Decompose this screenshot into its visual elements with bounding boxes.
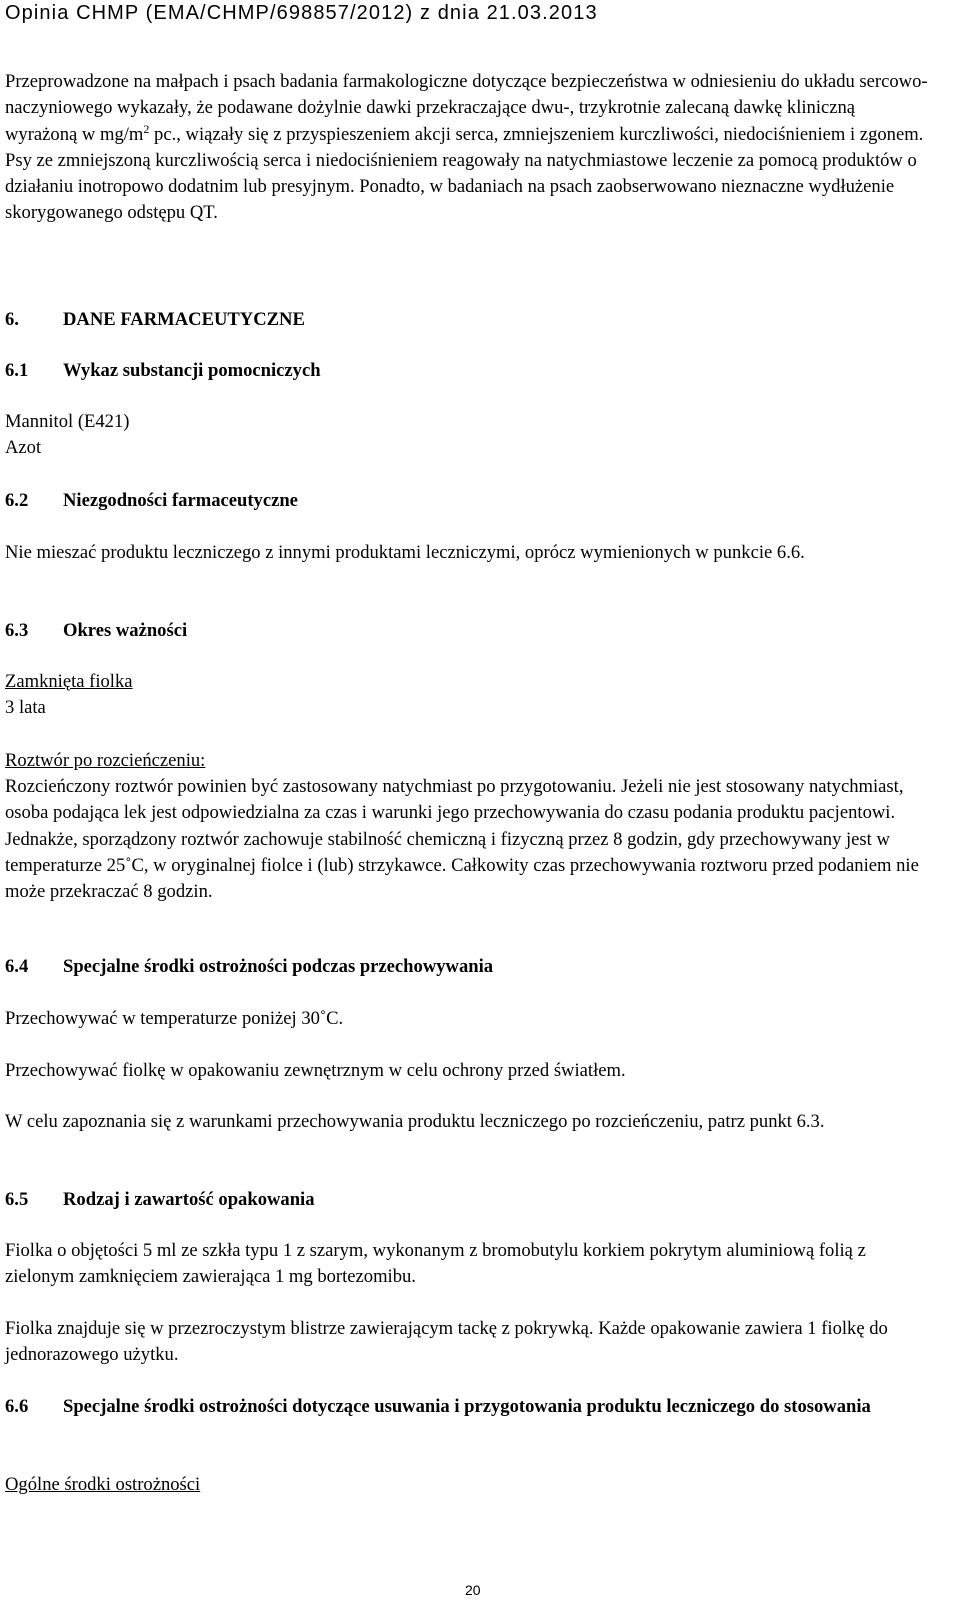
container-description-text: Fiolka o objętości 5 ml ze szkła typu 1 z szarym, wykonanym z bromobutylu korkiem pokrytym aluminiową folią z zielonym zamknięciem zawierająca 1 mg bortezomibu. — [5, 1240, 866, 1288]
section-6-3-heading: 6.3 Okres ważności — [5, 620, 188, 641]
closed-vial-shelf-life: 3 lata — [5, 697, 46, 718]
excipient-item: Mannitol (E421) — [5, 411, 130, 432]
general-precautions-subheading: Ogólne środki ostrożności — [5, 1474, 201, 1495]
page-header: Opinia CHMP (EMA/CHMP/698857/2012) z dnia 21.03.2013 — [5, 2, 598, 24]
incompatibilities-text: Nie mieszać produktu leczniczego z innymi produktami leczniczymi, oprócz wymienionych w punkcie 6.6. — [5, 542, 805, 563]
section-6-5-heading: 6.5 Rodzaj i zawartość opakowania — [5, 1189, 315, 1210]
storage-light-text: Przechowywać fiolkę w opakowaniu zewnętrznym w celu ochrony przed światłem. — [5, 1060, 626, 1081]
closed-vial-subheading: Zamknięta fiolka — [5, 671, 133, 692]
excipient-item: Azot — [5, 437, 42, 458]
diluted-solution-text: Rozcieńczony roztwór powinien być zastosowany natychmiast po przygotowaniu. Jeżeli nie jest stosowany natychmiast, osoba podająca lek jest odpowiedzialna za czas i warunki jego przechowywania do czasu podania produktu pacjentowi. Jednakże, sporządzony roztwór zachowuje stabilność chemiczną i fizyczną przez 8 godzin, gdy przechowywany jest w temperaturze 25˚C, w oryginalnej fiolce i (lub) strzykawce. Całkowity czas przechowywania roztworu przed podaniem nie może przekraczać 8 godzin. — [5, 776, 919, 903]
diluted-solution-subheading: Roztwór po rozcieńczeniu: — [5, 750, 206, 771]
storage-reference-text: W celu zapoznania się z warunkami przechowywania produktu leczniczego po rozcieńczeniu, patrz punkt 6.3. — [5, 1111, 825, 1132]
section-6-4-heading: 6.4 Specjalne środki ostrożności podczas przechowywania — [5, 956, 494, 977]
section-6-heading: 6. DANE FARMACEUTYCZNE — [5, 309, 305, 330]
section-6-6-heading: 6.6 Specjalne środki ostrożności dotyczące usuwania i przygotowania produktu leczniczego do stosowania — [5, 1396, 871, 1417]
section-6-1-heading: 6.1 Wykaz substancji pomocniczych — [5, 360, 321, 381]
storage-temperature-text: Przechowywać w temperaturze poniżej 30˚C. — [5, 1008, 344, 1029]
page-number: 20 — [465, 1582, 481, 1598]
section-6-2-heading: 6.2 Niezgodności farmaceutyczne — [5, 490, 298, 511]
intro-paragraph: Przeprowadzone na małpach i psach badania farmakologiczne dotyczące bezpieczeństwa w odniesieniu do układu sercowo-naczyniowego wykazały, że podawane dożylnie dawki przekraczające dwu-, trzykrotnie zalecaną dawkę kliniczną wyrażoną w $mg/m^2$ pc., wiązały się z przyspieszeniem akcji serca, zmniejszeniem kurczliwości, niedociśnieniem i zgonem. Psy ze zmniejszoną kurczliwością serca i niedociśnieniem reagowały na natychmiastowe leczenie za pomocą produktów o działaniu inotropowo dodatnim lub presyjnym. Ponadto, w badaniach na psach zaobserwowano nieznaczne wydłużenie skorygowanego odstępu QT. — [5, 71, 928, 224]
pack-contents-text: Fiolka znajduje się w przezroczystym blistrze zawierającym tackę z pokrywką. Każde opakowanie zawiera 1 fiolkę do jednorazowego użytku. — [5, 1318, 888, 1366]
